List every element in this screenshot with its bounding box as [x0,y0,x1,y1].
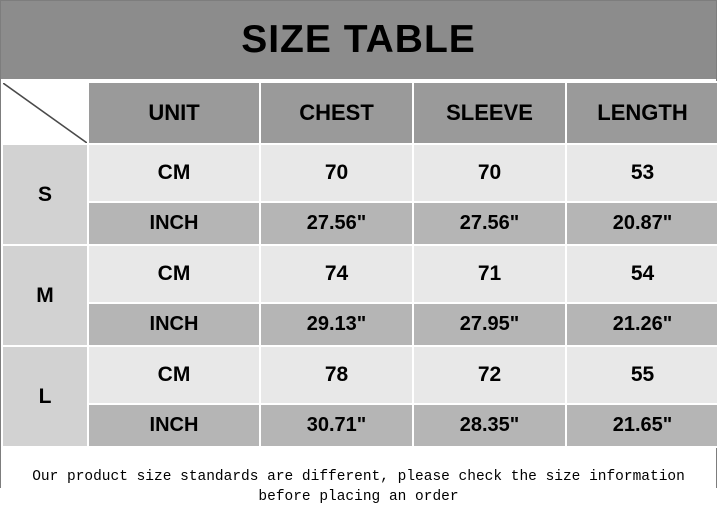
value-s-inch-chest: 27.56" [260,202,413,245]
table-row [2,245,717,303]
size-label-l: L [2,346,88,447]
table-row [2,346,717,404]
value-s-inch-length: 20.87" [566,202,717,245]
value-m-inch-chest: 29.13" [260,303,413,346]
value-l-cm-sleeve: 72 [413,346,566,404]
value-l-cm-chest: 78 [260,346,413,404]
page-title: SIZE TABLE [241,18,476,61]
value-m-cm-sleeve: 71 [413,245,566,303]
column-header-length: LENGTH [566,82,717,144]
size-label-s: S [2,144,88,245]
value-s-cm-length: 53 [566,144,717,202]
unit-label-s-cm: CM [88,144,260,202]
table-corner-cell [2,82,88,144]
footer-note-line-2: before placing an order [258,488,459,505]
column-header-chest: CHEST [260,82,413,144]
column-header-unit: UNIT [88,82,260,144]
unit-label-l-inch: INCH [88,404,260,447]
value-l-inch-chest: 30.71" [260,404,413,447]
table-row [2,144,717,202]
value-l-inch-length: 21.65" [566,404,717,447]
value-m-inch-length: 21.26" [566,303,717,346]
value-m-cm-chest: 74 [260,245,413,303]
unit-label-l-cm: CM [88,346,260,404]
table-row [2,303,717,346]
size-table [1,81,717,448]
value-s-cm-chest: 70 [260,144,413,202]
value-l-cm-length: 55 [566,346,717,404]
footer-note [1,448,716,519]
table-row [2,404,717,447]
table-row [2,202,717,245]
diagonal-divider-icon [3,83,87,143]
value-s-inch-sleeve: 27.56" [413,202,566,245]
value-l-inch-sleeve: 28.35" [413,404,566,447]
size-label-m: M [2,245,88,346]
footer-note-line-1: Our product size standards are different, please check the size information [32,468,685,485]
unit-label-m-inch: INCH [88,303,260,346]
column-header-sleeve: SLEEVE [413,82,566,144]
unit-label-s-inch: INCH [88,202,260,245]
document-title-bar [1,1,716,81]
value-m-inch-sleeve: 27.95" [413,303,566,346]
table-header-row [2,82,717,144]
unit-label-m-cm: CM [88,245,260,303]
value-m-cm-length: 54 [566,245,717,303]
value-s-cm-sleeve: 70 [413,144,566,202]
